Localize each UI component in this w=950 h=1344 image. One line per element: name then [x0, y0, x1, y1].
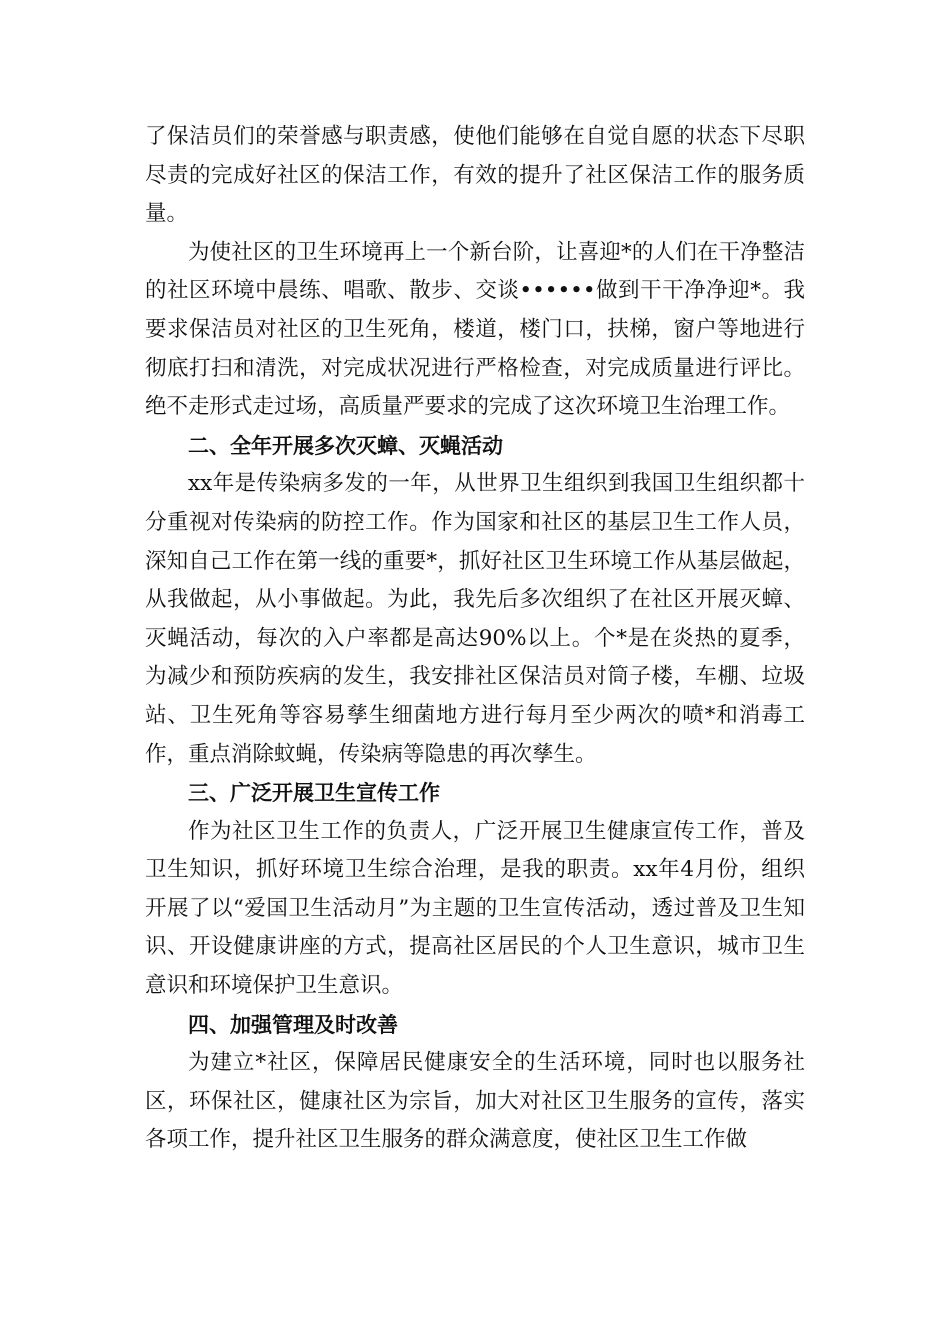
- section-heading-4: 四、加强管理及时改善: [188, 1012, 398, 1037]
- paragraph-section-4: 为建立*社区，保障居民健康安全的生活环境，同时也以服务社区，环保社区，健康社区为宗旨，加大对社区卫生服务的宣传，落实各项工作，提升社区卫生服务的群众满意度，使社区卫生工作做: [145, 1050, 805, 1153]
- paragraph-section-3: 作为社区卫生工作的负责人，广泛开展卫生健康宣传工作，普及卫生知识，抓好环境卫生综合治理，是我的职责。xx年4月份，组织开展了以“爱国卫生活动月”为主题的卫生宣传活动，透过普及卫生知识、开设健康讲座的方式，提高社区居民的个人卫生意识，城市卫生意识和环境保护卫生意识。: [145, 818, 805, 999]
- section-heading-3: 三、广泛开展卫生宣传工作: [188, 781, 440, 806]
- section-heading-2: 二、全年开展多次灭蟑、灭蝇活动: [188, 433, 503, 458]
- paragraph-section-2: xx年是传染病多发的一年，从世界卫生组织到我国卫生组织都十分重视对传染病的防控工作。作为国家和社区的基层卫生工作人员，深知自己工作在第一线的重要*，抓好社区卫生环境工作从基层做起，从我做起，从小事做起。为此，我先后多次组织了在社区开展灭蟑、灭蝇活动，每次的入户率都是高达90%以上。个*是在炎热的夏季，为减少和预防疾病的发生，我安排社区保洁员对筒子楼，车棚、垃圾站、卫生死角等容易孳生细菌地方进行每月至少两次的喷*和消毒工作，重点消除蚊蝇，传染病等隐患的再次孳生。: [145, 471, 805, 767]
- paragraph-continuation: 了保洁员们的荣誉感与职责感，使他们能够在自觉自愿的状态下尽职尽责的完成好社区的保洁工作，有效的提升了社区保洁工作的服务质量。: [145, 124, 805, 227]
- document-body: [145, 118, 805, 1160]
- paragraph-environment: 为使社区的卫生环境再上一个新台阶，让喜迎*的人们在干净整洁的社区环境中晨练、唱歌、散步、交谈••••••做到干干净净迎*。我要求保洁员对社区的卫生死角，楼道，楼门口，扶梯，窗户等地进行彻底打扫和清洗，对完成状况进行严格检查，对完成质量进行评比。绝不走形式走过场，高质量严要求的完成了这次环境卫生治理工作。: [145, 239, 805, 420]
